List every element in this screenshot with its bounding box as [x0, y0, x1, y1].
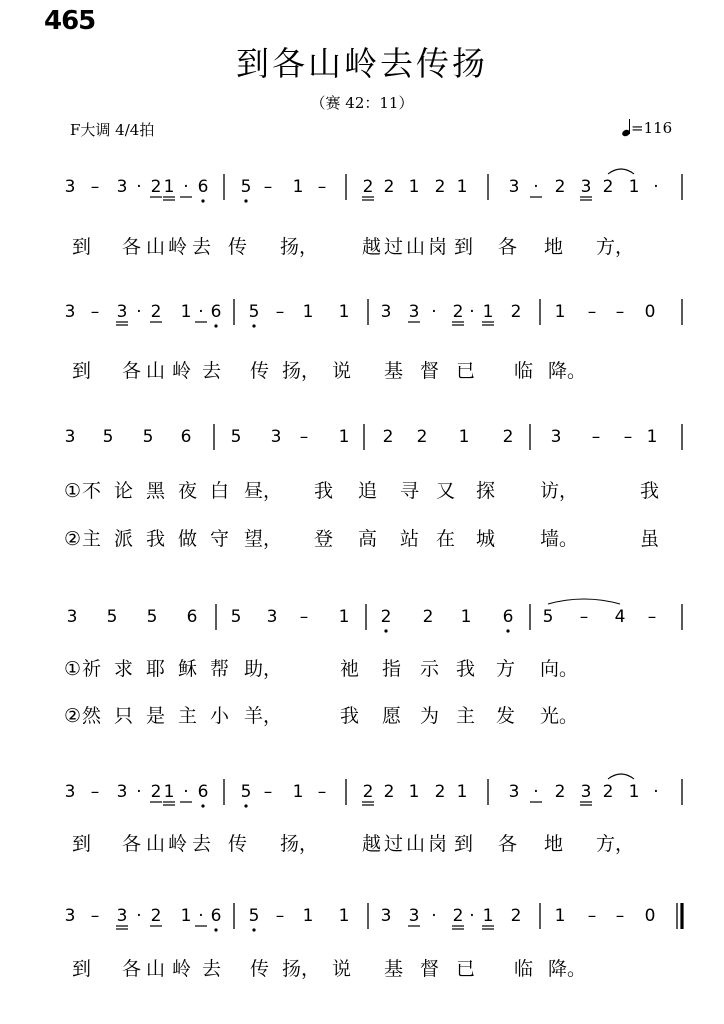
- note: 1: [646, 427, 658, 447]
- octave-dot-low: [384, 629, 387, 632]
- note: 5: [102, 427, 114, 447]
- dash-mark: –: [591, 427, 601, 447]
- lyric-char: 示: [420, 658, 440, 680]
- lyric-char: 各: [498, 236, 518, 258]
- tie-arc: [608, 774, 634, 779]
- dash-mark: –: [623, 427, 633, 447]
- lyric-char: 白: [210, 480, 230, 502]
- lyric-char: 昼，: [244, 480, 283, 502]
- augmentation-dot: ·: [431, 906, 437, 926]
- note: 2: [422, 607, 434, 627]
- lyric-char: 地: [544, 833, 564, 855]
- note: 6: [197, 177, 209, 197]
- note: 1: [338, 302, 350, 322]
- augmentation-dot: ·: [533, 177, 539, 197]
- lyric-char: 助，: [244, 658, 283, 680]
- note: 1: [554, 906, 566, 926]
- lyric-char: 向。: [540, 658, 579, 680]
- note: 1: [408, 782, 420, 802]
- note: 1: [628, 782, 640, 802]
- lyric-char: 城: [476, 528, 496, 550]
- augmentation-dot: ·: [533, 782, 539, 802]
- scripture-reference: （赛 42：11）: [310, 94, 414, 112]
- dash-mark: –: [299, 427, 309, 447]
- note: 3: [550, 427, 562, 447]
- note: 2: [452, 302, 464, 322]
- note: 3: [508, 782, 520, 802]
- dash-mark: –: [317, 177, 327, 197]
- lyric-char: 耶: [146, 658, 166, 680]
- lyric-char: 小: [210, 705, 230, 727]
- lyric-char: 追: [358, 480, 378, 502]
- note: 0: [644, 302, 656, 322]
- dash-mark: –: [275, 302, 285, 322]
- lyric-char: 做: [178, 528, 198, 550]
- note: 3: [64, 906, 76, 926]
- lyric-char: 主: [178, 705, 198, 727]
- lyric-char: 各: [122, 360, 142, 382]
- note: 6: [502, 607, 514, 627]
- lyric-char: 是: [146, 705, 166, 727]
- lyric-char: 守: [210, 528, 230, 550]
- lyric-char: 扬，: [282, 360, 321, 382]
- lyric-char: 求: [114, 658, 134, 680]
- lyric-char: 扬，: [280, 833, 319, 855]
- note: 2: [602, 177, 614, 197]
- note: 4: [614, 607, 626, 627]
- lyric-char: ①: [64, 658, 82, 680]
- note: 2: [362, 782, 374, 802]
- lyric-char: 发: [496, 705, 516, 727]
- note: 5: [248, 906, 260, 926]
- lyric-char: 降。: [548, 958, 587, 980]
- note: 6: [197, 782, 209, 802]
- lyric-char: 墙。: [540, 528, 579, 550]
- lyric-char: 方，: [596, 236, 635, 258]
- note: 3: [408, 906, 420, 926]
- lyric-char: 派: [114, 528, 134, 550]
- note: 3: [66, 607, 78, 627]
- note: 1: [292, 782, 304, 802]
- augmentation-dot: ·: [136, 906, 142, 926]
- lyric-char: 主: [82, 528, 102, 550]
- note: 5: [230, 427, 242, 447]
- lyric-char: 过: [384, 236, 404, 258]
- augmentation-dot: ·: [469, 302, 475, 322]
- lyric-char: 传: [228, 236, 248, 258]
- page-number: 465: [44, 6, 96, 36]
- lyric-char: ②: [64, 705, 82, 727]
- lyric-char: 帮: [210, 658, 230, 680]
- note: 5: [240, 177, 252, 197]
- note: 2: [150, 302, 162, 322]
- lyric-char: 各: [498, 833, 518, 855]
- lyric-char: 传: [250, 360, 270, 382]
- lyric-char: 到: [72, 360, 92, 382]
- lyric-char: 说: [332, 360, 352, 382]
- note: 2: [554, 782, 566, 802]
- lyric-char: 已: [456, 958, 476, 980]
- tie-arc: [548, 599, 620, 604]
- note: 3: [408, 302, 420, 322]
- dash-mark: –: [579, 607, 589, 627]
- note: 3: [270, 427, 282, 447]
- lyric-char: 祈: [82, 658, 102, 680]
- lyric-char: 各: [122, 236, 142, 258]
- octave-dot-low: [214, 928, 217, 931]
- note: 3: [380, 302, 392, 322]
- lyric-char: 到: [454, 833, 474, 855]
- octave-dot-low: [244, 199, 247, 202]
- lyric-char: 越: [362, 236, 382, 258]
- note: 3: [116, 302, 128, 322]
- note: 1: [554, 302, 566, 322]
- lyric-char: 山: [146, 360, 166, 382]
- lyric-char: 稣: [178, 658, 198, 680]
- lyric-char: ②: [64, 528, 82, 550]
- lyric-char: 督: [420, 958, 440, 980]
- dash-mark: –: [647, 607, 657, 627]
- augmentation-dot: ·: [136, 177, 142, 197]
- note: 1: [338, 427, 350, 447]
- lyric-char: 山: [406, 833, 426, 855]
- key-signature: F大调 4/4拍: [70, 121, 155, 139]
- lyric-char: 基: [384, 958, 404, 980]
- lyric-char: 为: [420, 705, 440, 727]
- lyric-char: 不: [82, 480, 102, 502]
- lyric-char: 岭: [172, 360, 192, 382]
- lyric-char: 我: [146, 528, 166, 550]
- lyric-char: 降。: [548, 360, 587, 382]
- augmentation-dot: ·: [183, 177, 189, 197]
- lyric-char: 高: [358, 528, 378, 550]
- note: 2: [416, 427, 428, 447]
- octave-dot-low: [201, 804, 204, 807]
- lyric-char: 我: [314, 480, 334, 502]
- lyric-char: 访，: [540, 480, 579, 502]
- note: 2: [150, 177, 162, 197]
- note: 5: [230, 607, 242, 627]
- lyric-char: 山: [406, 236, 426, 258]
- lyric-char: 越: [362, 833, 382, 855]
- dash-mark: –: [615, 302, 625, 322]
- augmentation-dot: ·: [653, 177, 659, 197]
- lyric-char: 方: [496, 658, 516, 680]
- note: 6: [210, 302, 222, 322]
- lyric-char: 各: [122, 958, 142, 980]
- dash-mark: –: [587, 906, 597, 926]
- lyric-char: 登: [314, 528, 334, 550]
- dash-mark: –: [263, 177, 273, 197]
- note: 3: [116, 906, 128, 926]
- note: 2: [150, 906, 162, 926]
- dash-mark: –: [615, 906, 625, 926]
- tie-arc: [608, 169, 634, 174]
- lyric-char: 光。: [540, 705, 579, 727]
- dash-mark: –: [90, 782, 100, 802]
- note: 5: [240, 782, 252, 802]
- lyric-char: 岭: [168, 833, 188, 855]
- lyric-char: 去: [202, 360, 222, 382]
- note: 2: [362, 177, 374, 197]
- note: 2: [510, 906, 522, 926]
- lyric-char: 夜: [178, 480, 198, 502]
- augmentation-dot: ·: [183, 782, 189, 802]
- octave-dot-low: [214, 324, 217, 327]
- lyric-char: 岭: [172, 958, 192, 980]
- lyric-char: ①: [64, 480, 82, 502]
- note: 1: [482, 302, 494, 322]
- lyric-char: 只: [114, 705, 134, 727]
- song-title: 到各山岭去传扬: [236, 44, 488, 83]
- note: 1: [180, 302, 192, 322]
- note: 6: [210, 906, 222, 926]
- note: 5: [248, 302, 260, 322]
- lyric-char: 望，: [244, 528, 283, 550]
- note: 5: [146, 607, 158, 627]
- augmentation-dot: ·: [136, 782, 142, 802]
- lyric-char: 指: [382, 658, 402, 680]
- lyric-char: 山: [146, 833, 166, 855]
- lyric-char: 我: [340, 705, 360, 727]
- lyric-char: 到: [72, 958, 92, 980]
- note: 2: [150, 782, 162, 802]
- lyric-char: 临: [514, 360, 534, 382]
- note: 0: [644, 906, 656, 926]
- note: 1: [628, 177, 640, 197]
- lyric-char: 然: [82, 705, 102, 727]
- note: 2: [382, 427, 394, 447]
- octave-dot-low: [252, 324, 255, 327]
- dash-mark: –: [263, 782, 273, 802]
- note: 2: [554, 177, 566, 197]
- augmentation-dot: ·: [198, 302, 204, 322]
- note: 1: [302, 302, 314, 322]
- lyric-char: 地: [544, 236, 564, 258]
- augmentation-dot: ·: [198, 906, 204, 926]
- note: 3: [266, 607, 278, 627]
- lyric-char: 过: [384, 833, 404, 855]
- note: 3: [380, 906, 392, 926]
- note: 2: [502, 427, 514, 447]
- note: 1: [302, 906, 314, 926]
- dash-mark: –: [90, 302, 100, 322]
- lyric-char: 山: [146, 958, 166, 980]
- note: 3: [116, 782, 128, 802]
- note: 6: [180, 427, 192, 447]
- note: 1: [180, 906, 192, 926]
- note: 5: [106, 607, 118, 627]
- note: 3: [508, 177, 520, 197]
- note: 3: [64, 782, 76, 802]
- lyric-char: 虽: [640, 528, 660, 550]
- note: 5: [542, 607, 554, 627]
- dash-mark: –: [317, 782, 327, 802]
- lyric-char: 羊，: [244, 705, 283, 727]
- note: 1: [482, 906, 494, 926]
- lyric-char: 岗: [428, 236, 448, 258]
- dash-mark: –: [90, 177, 100, 197]
- lyric-char: 去: [192, 236, 212, 258]
- augmentation-dot: ·: [469, 906, 475, 926]
- note: 2: [383, 177, 395, 197]
- lyric-char: 去: [192, 833, 212, 855]
- lyric-char: 站: [400, 528, 420, 550]
- note: 1: [408, 177, 420, 197]
- lyric-char: 扬，: [280, 236, 319, 258]
- lyric-char: 到: [454, 236, 474, 258]
- lyric-char: 我: [456, 658, 476, 680]
- note: 1: [338, 607, 350, 627]
- lyric-char: 已: [456, 360, 476, 382]
- dash-mark: –: [587, 302, 597, 322]
- octave-dot-low: [252, 928, 255, 931]
- lyric-char: 愿: [382, 705, 402, 727]
- note: 3: [580, 782, 592, 802]
- note: 2: [510, 302, 522, 322]
- note: 3: [580, 177, 592, 197]
- note: 3: [64, 302, 76, 322]
- note: 2: [380, 607, 392, 627]
- lyric-char: 我: [640, 480, 660, 502]
- lyric-char: 在: [436, 528, 456, 550]
- note: 3: [64, 427, 76, 447]
- dash-mark: –: [299, 607, 309, 627]
- lyric-char: 各: [122, 833, 142, 855]
- note: 1: [456, 782, 468, 802]
- lyric-char: 论: [114, 480, 134, 502]
- lyric-char: 又: [436, 480, 456, 502]
- octave-dot-low: [201, 199, 204, 202]
- lyric-char: 山: [146, 236, 166, 258]
- note: 2: [434, 177, 446, 197]
- note: 3: [116, 177, 128, 197]
- augmentation-dot: ·: [136, 302, 142, 322]
- octave-dot-low: [506, 629, 509, 632]
- note: 1: [163, 782, 175, 802]
- note: 1: [338, 906, 350, 926]
- note: 2: [383, 782, 395, 802]
- lyric-char: 说: [332, 958, 352, 980]
- octave-dot-low: [244, 804, 247, 807]
- lyric-char: 主: [456, 705, 476, 727]
- lyric-char: 传: [250, 958, 270, 980]
- dash-mark: –: [90, 906, 100, 926]
- lyric-char: 方，: [596, 833, 635, 855]
- note: 2: [434, 782, 446, 802]
- tempo-value: =116: [631, 119, 673, 137]
- lyric-char: 到: [72, 236, 92, 258]
- lyric-char: 基: [384, 360, 404, 382]
- lyric-char: 临: [514, 958, 534, 980]
- lyric-char: 岗: [428, 833, 448, 855]
- lyric-char: 扬，: [282, 958, 321, 980]
- lyric-char: 到: [72, 833, 92, 855]
- lyric-char: 督: [420, 360, 440, 382]
- augmentation-dot: ·: [431, 302, 437, 322]
- note: 1: [460, 607, 472, 627]
- note: 3: [64, 177, 76, 197]
- lyric-char: 寻: [400, 480, 420, 502]
- note: 5: [142, 427, 154, 447]
- note: 2: [602, 782, 614, 802]
- augmentation-dot: ·: [653, 782, 659, 802]
- note: 1: [458, 427, 470, 447]
- dash-mark: –: [275, 906, 285, 926]
- lyric-char: 传: [228, 833, 248, 855]
- lyric-char: 探: [476, 480, 496, 502]
- lyric-char: 祂: [340, 658, 360, 680]
- note: 1: [163, 177, 175, 197]
- note: 1: [292, 177, 304, 197]
- note: 6: [186, 607, 198, 627]
- note: 2: [452, 906, 464, 926]
- lyric-char: 黑: [146, 480, 166, 502]
- lyric-char: 岭: [168, 236, 188, 258]
- note: 1: [456, 177, 468, 197]
- lyric-char: 去: [202, 958, 222, 980]
